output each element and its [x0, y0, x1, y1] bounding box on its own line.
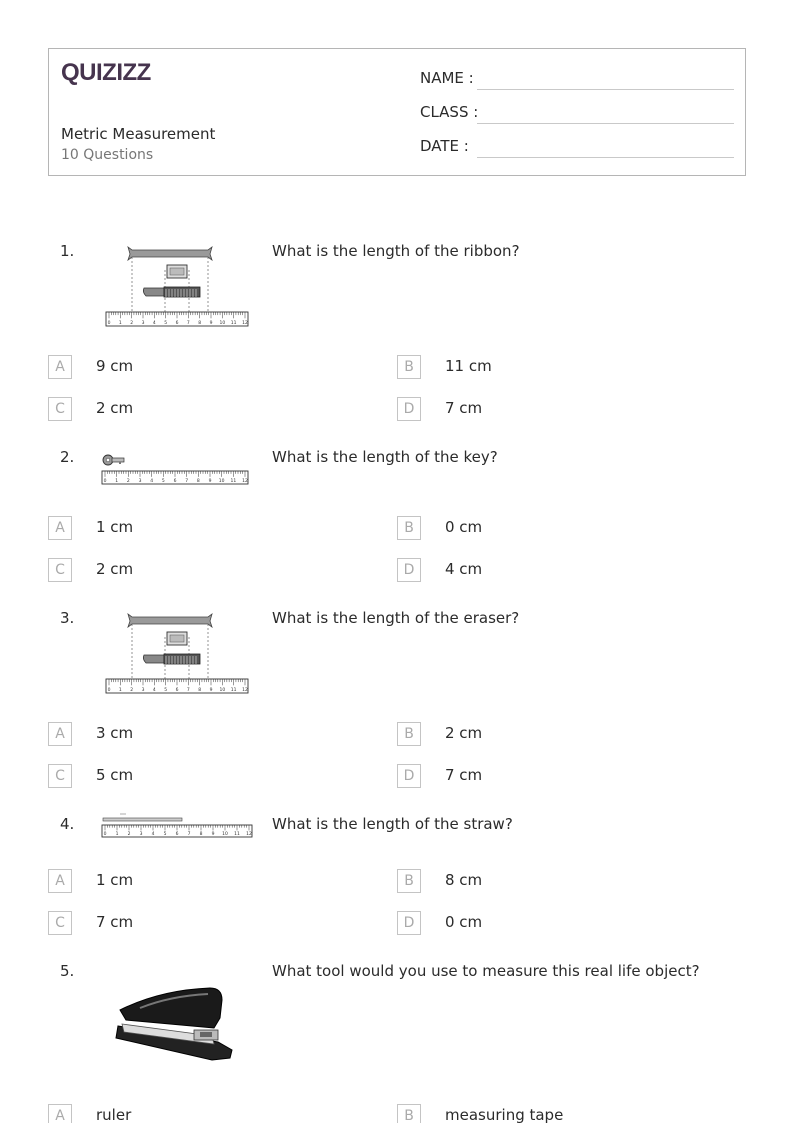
option-b-text[interactable]: measuring tape [445, 1106, 564, 1123]
ruler-tick-label: 1 [115, 479, 119, 484]
ruler-tick-label: 2 [130, 688, 134, 693]
question-number: 4. [60, 815, 75, 833]
ribbon-icon [128, 614, 212, 627]
name-label: NAME : [420, 69, 474, 87]
option-b-text[interactable]: 2 cm [445, 724, 483, 742]
date-field[interactable] [420, 137, 734, 163]
option-d-box[interactable]: D [397, 911, 421, 935]
question-number: 1. [60, 242, 75, 260]
ruler-tick-label: 10 [218, 479, 225, 484]
comb-icon [143, 654, 200, 664]
option-c-box[interactable]: C [48, 558, 72, 582]
class-field[interactable] [420, 103, 734, 129]
option-a-text[interactable]: 9 cm [96, 357, 134, 375]
ruler-icon [106, 312, 248, 326]
ribbon-ruler-image [100, 244, 252, 330]
option-a-box[interactable]: A [48, 516, 72, 540]
question-number: 5. [60, 962, 75, 980]
ruler-tick-label: 9 [208, 479, 212, 484]
question-text: What is the length of the ribbon? [272, 242, 520, 260]
ruler-tick-label: 11 [230, 688, 237, 693]
ruler-tick-label: 9 [209, 321, 213, 326]
question-count: 10 Questions [61, 147, 154, 163]
ruler-tick-label: 9 [211, 832, 215, 837]
option-b-text[interactable]: 8 cm [445, 871, 483, 889]
ruler-tick-label: 2 [130, 321, 134, 326]
option-a-text[interactable]: 3 cm [96, 724, 134, 742]
ruler-tick-label: 7 [186, 321, 190, 326]
date-line[interactable] [477, 157, 734, 158]
ruler-tick-label: 12 [246, 832, 252, 837]
straw-ruler-image [100, 812, 256, 842]
ruler-tick-label: 8 [196, 479, 200, 484]
ruler-tick-label: 10 [222, 832, 228, 837]
option-a-box[interactable]: A [48, 869, 72, 893]
option-c-box[interactable]: C [48, 397, 72, 421]
option-b-text[interactable]: 0 cm [445, 518, 483, 536]
ruler-tick-label: 6 [173, 479, 177, 484]
option-a-text[interactable]: 1 cm [96, 871, 134, 889]
ruler-tick-label: 2 [126, 479, 130, 484]
option-d-text[interactable]: 7 cm [445, 399, 483, 417]
ruler-tick-label: 4 [152, 321, 156, 326]
worksheet-header [48, 48, 746, 176]
ruler-tick-label: 6 [175, 688, 179, 693]
question-text: What tool would you use to measure this real life object? [272, 962, 700, 980]
name-field[interactable] [420, 69, 734, 95]
class-line[interactable] [477, 123, 734, 124]
ruler-icon [102, 471, 248, 484]
ruler-tick-label: 12 [242, 479, 248, 484]
option-a-text[interactable]: 1 cm [96, 518, 134, 536]
straw-icon [103, 814, 182, 821]
ruler-tick-label: 8 [198, 688, 202, 693]
option-a-box[interactable]: A [48, 722, 72, 746]
option-c-box[interactable]: C [48, 911, 72, 935]
ruler-icon [106, 679, 248, 693]
ruler-tick-label: 6 [175, 832, 179, 837]
ruler-tick-label: 11 [230, 479, 237, 484]
ruler-tick-label: 5 [163, 832, 167, 837]
ruler-tick-label: 9 [209, 688, 213, 693]
option-c-text[interactable]: 2 cm [96, 560, 134, 578]
ruler-tick-label: 7 [187, 832, 191, 837]
ruler-tick-label: 0 [107, 688, 111, 693]
ribbon-icon [128, 247, 212, 260]
ruler-tick-label: 10 [219, 321, 226, 326]
ruler-tick-label: 3 [141, 321, 145, 326]
option-d-text[interactable]: 7 cm [445, 766, 483, 784]
stapler-image [100, 966, 260, 1066]
option-c-box[interactable]: C [48, 764, 72, 788]
worksheet-title: Metric Measurement [61, 125, 216, 143]
ruler-tick-label: 1 [118, 321, 122, 326]
ruler-tick-label: 8 [199, 832, 203, 837]
option-d-box[interactable]: D [397, 764, 421, 788]
ruler-tick-label: 0 [107, 321, 111, 326]
question-text: What is the length of the eraser? [272, 609, 520, 627]
ruler-tick-label: 1 [115, 832, 119, 837]
ruler-tick-label: 7 [186, 688, 190, 693]
ruler-icon [102, 825, 252, 837]
ruler-tick-label: 2 [127, 832, 131, 837]
option-b-text[interactable]: 11 cm [445, 357, 492, 375]
ruler-tick-label: 4 [152, 688, 156, 693]
ruler-tick-label: 4 [151, 832, 155, 837]
ruler-tick-label: 0 [103, 479, 107, 484]
ruler-tick-label: 10 [219, 688, 226, 693]
ruler-tick-label: 8 [198, 321, 202, 326]
question-text: What is the length of the key? [272, 448, 498, 466]
key-icon [103, 455, 124, 465]
ruler-tick-label: 3 [139, 832, 143, 837]
option-c-text[interactable]: 5 cm [96, 766, 134, 784]
option-c-text[interactable]: 2 cm [96, 399, 134, 417]
ruler-tick-label: 12 [242, 688, 248, 693]
ruler-tick-label: 11 [230, 321, 237, 326]
option-b-box[interactable]: B [397, 869, 421, 893]
option-b-box[interactable]: B [397, 516, 421, 540]
quizizz-logo: QUIZIZZ [61, 59, 151, 86]
ruler-tick-label: 5 [164, 688, 168, 693]
comb-icon [143, 287, 200, 297]
option-d-text[interactable]: 4 cm [445, 560, 483, 578]
eraser-ruler-image [100, 611, 252, 697]
class-label: CLASS : [420, 103, 479, 121]
option-b-box[interactable]: B [397, 1104, 421, 1123]
ruler-tick-label: 1 [118, 688, 122, 693]
name-line[interactable] [477, 89, 734, 90]
option-a-box[interactable]: A [48, 355, 72, 379]
question-number: 2. [60, 448, 75, 466]
ruler-tick-label: 4 [150, 479, 154, 484]
ruler-tick-label: 5 [161, 479, 165, 484]
ruler-tick-label: 6 [175, 321, 179, 326]
stapler-icon [116, 988, 232, 1060]
option-d-box[interactable]: D [397, 397, 421, 421]
ruler-tick-label: 5 [164, 321, 168, 326]
ruler-tick-label: 3 [138, 479, 142, 484]
option-a-text[interactable]: ruler [96, 1106, 132, 1123]
ruler-tick-label: 11 [234, 832, 240, 837]
ruler-tick-label: 7 [185, 479, 189, 484]
ruler-tick-label: 12 [242, 321, 248, 326]
key-ruler-image [100, 450, 252, 488]
ruler-tick-label: 3 [141, 688, 145, 693]
ruler-tick-label: 0 [103, 832, 107, 837]
option-d-text[interactable]: 0 cm [445, 913, 483, 931]
question-number: 3. [60, 609, 75, 627]
option-a-box[interactable]: A [48, 1104, 72, 1123]
question-text: What is the length of the straw? [272, 815, 513, 833]
date-label: DATE : [420, 137, 469, 155]
option-c-text[interactable]: 7 cm [96, 913, 134, 931]
option-d-box[interactable]: D [397, 558, 421, 582]
option-b-box[interactable]: B [397, 722, 421, 746]
option-b-box[interactable]: B [397, 355, 421, 379]
